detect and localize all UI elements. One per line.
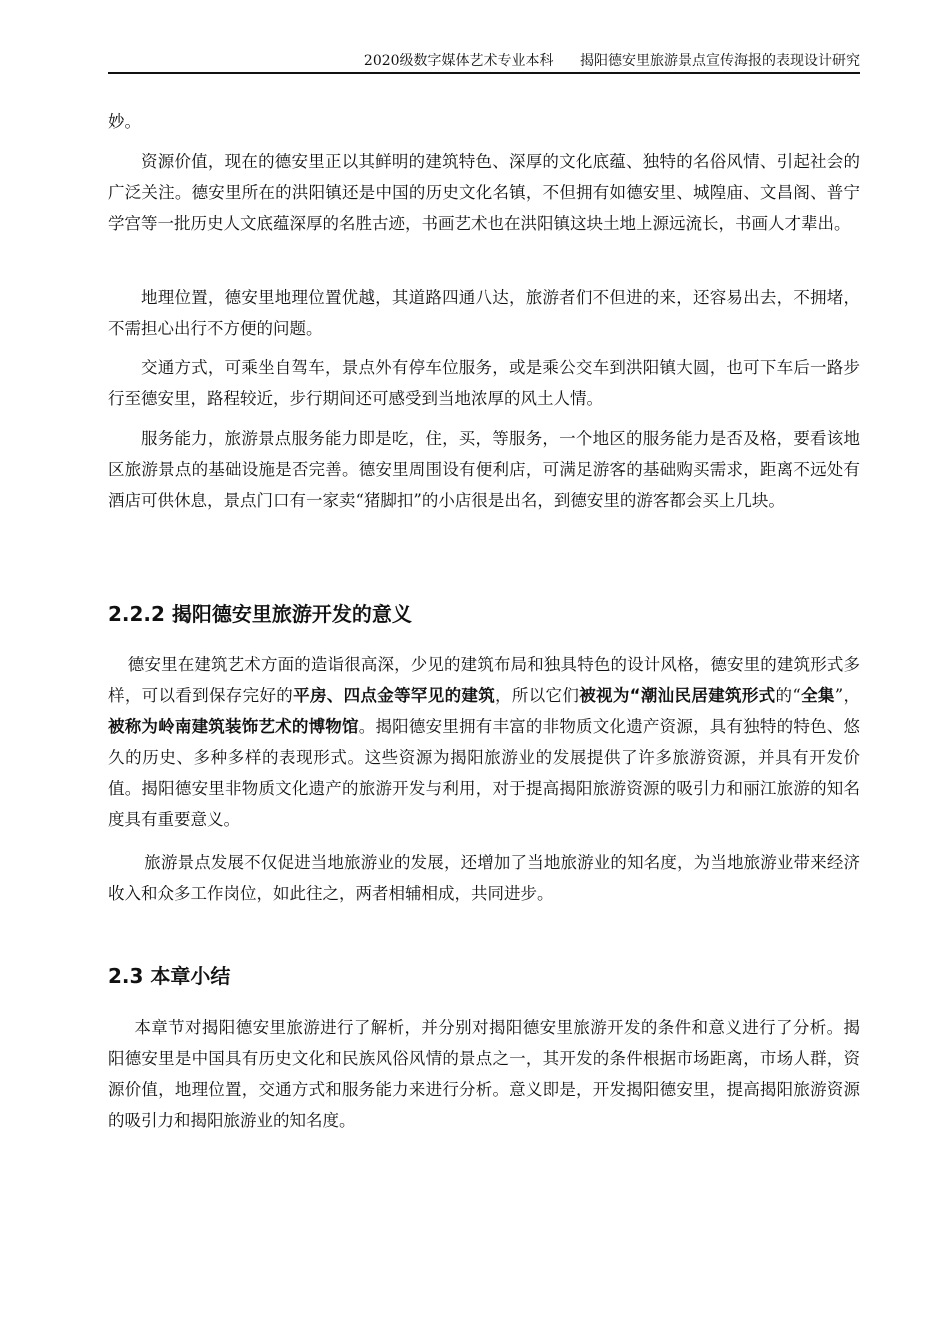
paragraph-transport: 交通方式，可乘坐自驾车，景点外有停车位服务，或是乘公交车到洪阳镇大圆，也可下车后一路步行至德安里，路程较近，步行期间还可感受到当地浓厚的风土人情。	[108, 358, 860, 408]
paragraph-development: 旅游景点发展不仅促进当地旅游业的发展，还增加了当地旅游业的知名度，为当地旅游业带来经济收入和众多工作岗位，如此往之，两者相辅相成，共同进步。	[108, 853, 860, 903]
paragraph-summary: 本章节对揭阳德安里旅游进行了解析，并分别对揭阳德安里旅游开发的条件和意义进行了分析。揭阳德安里是中国具有历史文化和民族风俗风情的景点之一，其开发的条件根据市场距离，市场人群，资源价值，地理位置，交通方式和服务能力来进行分析。意义即是，开发揭阳德安里，提高揭阳旅游资源的吸引力和揭阳旅游业的知名度。	[108, 1018, 860, 1130]
paragraph-resource-value: 资源价值，现在的德安里正以其鲜明的建筑特色、深厚的文化底蕴、独特的名俗风情、引起社会的广泛关注。德安里所在的洪阳镇还是中国的历史文化名镇，不但拥有如德安里、城隍庙、文昌阁、普宁学宫等一批历史人文底蕴深厚的名胜古迹，书画艺术也在洪阳镇这块土地上源远流长，书画人才辈出。	[108, 152, 860, 233]
header-thesis-title: 揭阳德安里旅游景点宣传海报的表现设计研究	[580, 53, 860, 69]
paragraph-service: 服务能力，旅游景点服务能力即是吃，住，买，等服务，一个地区的服务能力是否及格，要看该地区旅游景点的基础设施是否完善。德安里周围设有便利店，可满足游客的基础购买需求，距离不远处有酒店可供休息，景点门口有一家卖“猪脚扣”的小店很是出名，到德安里的游客都会买上几块。	[108, 429, 860, 510]
section-heading-2-3: 2.3 本章小结	[108, 964, 231, 988]
paragraph-location: 地理位置，德安里地理位置优越，其道路四通八达，旅游者们不但进的来，还容易出去，不拥堵，不需担心出行不方便的问题。	[108, 288, 860, 338]
section-heading-2-2-2: 2.2.2 揭阳德安里旅游开发的意义	[108, 602, 412, 626]
paragraph-significance: 德安里在建筑艺术方面的造诣很高深，少见的建筑布局和独具特色的设计风格，德安里的建筑形式多样，可以看到保存完好的平房、四点金等罕见的建筑，所以它们被视为“潮汕民居建筑形式的“全集”，被称为岭南建筑装饰艺术的博物馆。揭阳德安里拥有丰富的非物质文化遗产资源，具有独特的特色、悠久的历史、多种多样的表现形式。这些资源为揭阳旅游业的发展提供了许多旅游资源，并具有开发价值。揭阳德安里非物质文化遗产的旅游开发与利用，对于提高揭阳旅游资源的吸引力和丽江旅游的知名度具有重要意义。	[108, 655, 861, 829]
paragraph-continuation: 妙。	[108, 112, 141, 131]
page-header	[108, 50, 860, 74]
header-program: 2020级数字媒体艺术专业本科	[363, 53, 554, 69]
